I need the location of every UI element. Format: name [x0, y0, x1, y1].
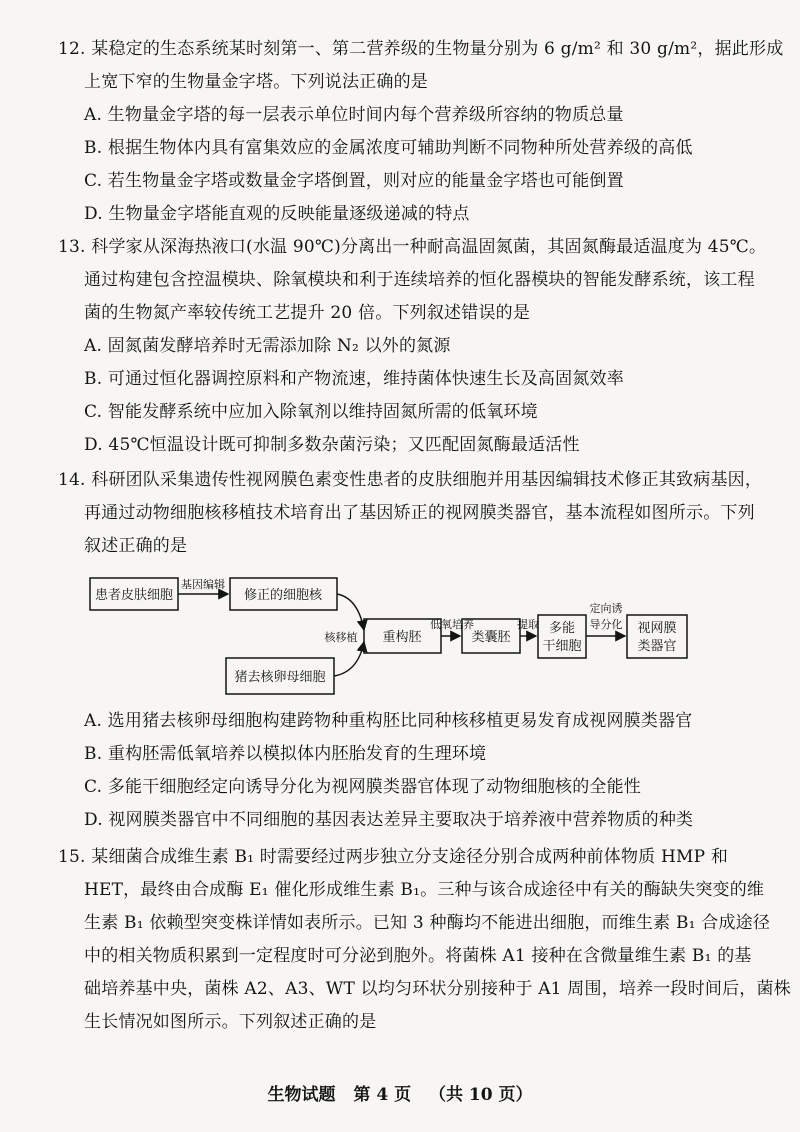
q13-option-b: B. 可通过恒化器调控原料和产物流速，维持菌体快速生长及高固氮效率 — [84, 369, 624, 389]
q12-stem-line-2: 上宽下窄的生物量金字塔。下列说法正确的是 — [84, 72, 428, 92]
q15-stem-line-6: 生长情况如图所示。下列叙述正确的是 — [84, 1012, 377, 1032]
label-low-oxygen: 低氧培养 — [430, 618, 474, 631]
page-footer — [0, 1080, 800, 1105]
q14-stem-line-3: 叙述正确的是 — [84, 536, 188, 556]
label-induce-line-2: 导分化 — [589, 618, 623, 631]
footer-subject: 生物试题 — [267, 1085, 336, 1105]
q12-option-d: D. 生物量金字塔能直观的反映能量逐级递减的特点 — [84, 204, 470, 224]
label-induce-line-1: 定向诱 — [589, 602, 623, 615]
footer-page-number: 第 4 页 — [353, 1085, 412, 1105]
q12-option-b: B. 根据生物体内具有富集效应的金属浓度可辅助判断不同物种所处营养级的高低 — [84, 138, 693, 158]
q15-stem-line-4: 中的相关物质积累到一定程度时可分泌到胞外。将菌株 A1 接种在含微量维生素 B₁ 的基 — [84, 946, 752, 966]
q13-stem-line-1: 13. 科学家从深海热液口(水温 90℃)分离出一种耐高温固氮菌，其固氮酶最适温度为 45℃。 — [58, 237, 767, 257]
stem-cell-text-line-2: 干细胞 — [542, 639, 582, 654]
corrected-nucleus-text: 修正的细胞核 — [243, 588, 323, 603]
q13-option-d: D. 45℃恒温设计既可抑制多数杂菌污染；又匹配固氮酶最适活性 — [84, 435, 580, 455]
q14-option-d: D. 视网膜类器官中不同细胞的基因表达差异主要取决于培养液中营养物质的种类 — [84, 810, 694, 830]
organoid-text-line-2: 类器官 — [637, 639, 677, 654]
patient-skin-cell-text: 患者皮肤细胞 — [94, 588, 174, 603]
q13-stem-line-3: 菌的生物氮产率较传统工艺提升 20 倍。下列叙述错误的是 — [84, 303, 531, 323]
organoid-text-line-1: 视网膜 — [637, 621, 677, 636]
q15-stem-line-2: HET，最终由合成酶 E₁ 催化形成维生素 B₁。三种与该合成途径中有关的酶缺失突变的维 — [84, 880, 765, 900]
q14-option-b: B. 重构胚需低氧培养以模拟体内胚胎发育的生理环境 — [84, 744, 487, 764]
stem-cell-text-line-1: 多能 — [548, 621, 576, 636]
q15-stem-line-1: 15. 某细菌合成维生素 B₁ 时需要经过两步独立分支途径分别合成两种前体物质 HMP 和 — [58, 847, 729, 867]
q13-stem-line-2: 通过构建包含控温模块、除氧模块和利于连续培养的恒化器模块的智能发酵系统，该工程 — [84, 270, 755, 290]
q13-option-a: A. 固氮菌发酵培养时无需添加除 N₂ 以外的氮源 — [84, 336, 451, 356]
q12-option-c: C. 若生物量金字塔或数量金字塔倒置，则对应的能量金字塔也可能倒置 — [84, 171, 624, 191]
label-extract: 提取 — [517, 618, 539, 631]
blastocyst-text: 类囊胚 — [471, 630, 511, 645]
q12-stem-line-1: 12. 某稳定的生态系统某时刻第一、第二营养级的生物量分别为 6 g/m² 和 30 g/m²，据此形成 — [58, 39, 784, 59]
q14-stem-line-1: 14. 科研团队采集遗传性视网膜色素变性患者的皮肤细胞并用基因编辑技术修正其致病基因， — [58, 470, 763, 490]
q15-stem-line-5: 础培养基中央，菌株 A2、A3、WT 以均匀环状分别接种于 A1 周围，培养一段时间后，菌株 — [84, 979, 791, 999]
arrow-nucleus-to-embryo — [337, 594, 364, 630]
q14-option-c: C. 多能干细胞经定向诱导分化为视网膜类器官体现了动物细胞核的全能性 — [84, 777, 642, 797]
q14-stem-line-2: 再通过动物细胞核移植技术培育出了基因矫正的视网膜类器官，基本流程如图所示。下列 — [84, 503, 755, 523]
label-nuclear-transfer: 核移植 — [324, 631, 358, 644]
footer-total-pages: （共 10 页） — [429, 1085, 533, 1105]
pig-oocyte-text: 猪去核卵母细胞 — [234, 670, 326, 685]
q12-option-a: A. 生物量金字塔的每一层表示单位时间内每个营养级所容纳的物质总量 — [84, 105, 624, 125]
reconstructed-embryo-text: 重构胚 — [382, 630, 422, 645]
q13-option-c: C. 智能发酵系统中应加入除氧剂以维持固氮所需的低氧环境 — [84, 402, 538, 422]
label-gene-editing: 基因编辑 — [181, 578, 225, 591]
arrow-oocyte-to-embryo — [334, 642, 364, 676]
q14-option-a: A. 选用猪去核卵母细胞构建跨物种重构胚比同种核移植更易发育成视网膜类器官 — [84, 711, 693, 731]
q15-stem-line-3: 生素 B₁ 依赖型突变株详情如表所示。已知 3 种酶均不能进出细胞，而维生素 B₁ 合成途径 — [84, 913, 771, 933]
